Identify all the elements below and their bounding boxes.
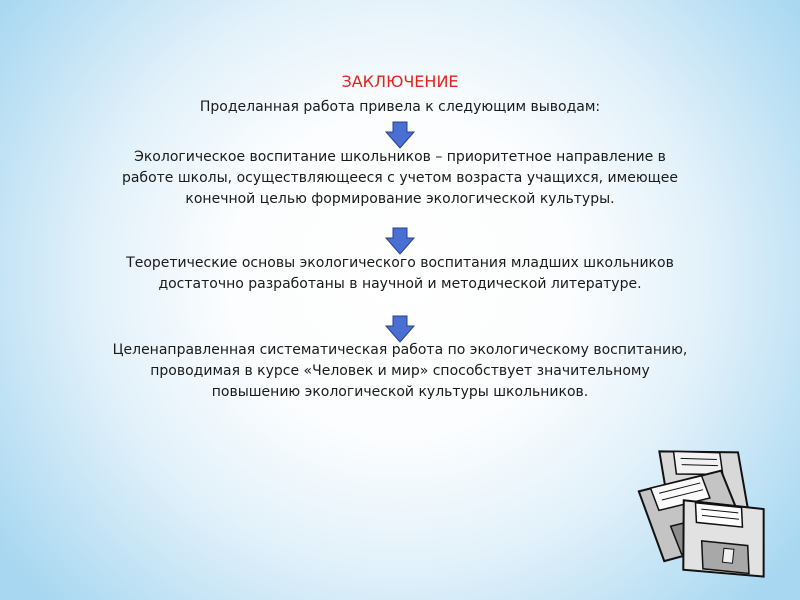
- conclusion-1: Экологическое воспитание школьников – приоритетное направление в работе школы, осуществляющееся с учетом возраста учащихся, имеющее конечной целью формирование экологической культуры.: [121, 149, 679, 207]
- conclusion-2: Теоретические основы экологического воспитания младших школьников достаточно разработаны в научной и методической литературе.: [126, 255, 674, 292]
- floppy-disks-icon: [636, 444, 786, 586]
- down-arrow-icon: [385, 227, 415, 255]
- down-arrow-icon: [385, 121, 415, 149]
- conclusion-3: Целенаправленная систематическая работа по экологическому воспитанию, проводимая в курсе «Человек и мир» способствует значительному повышению экологической культуры школьников.: [112, 342, 688, 400]
- down-arrow-icon: [385, 315, 415, 343]
- intro-text: Проделанная работа привела к следующим выводам:: [199, 99, 601, 115]
- slide-title: ЗАКЛЮЧЕНИЕ: [341, 72, 459, 91]
